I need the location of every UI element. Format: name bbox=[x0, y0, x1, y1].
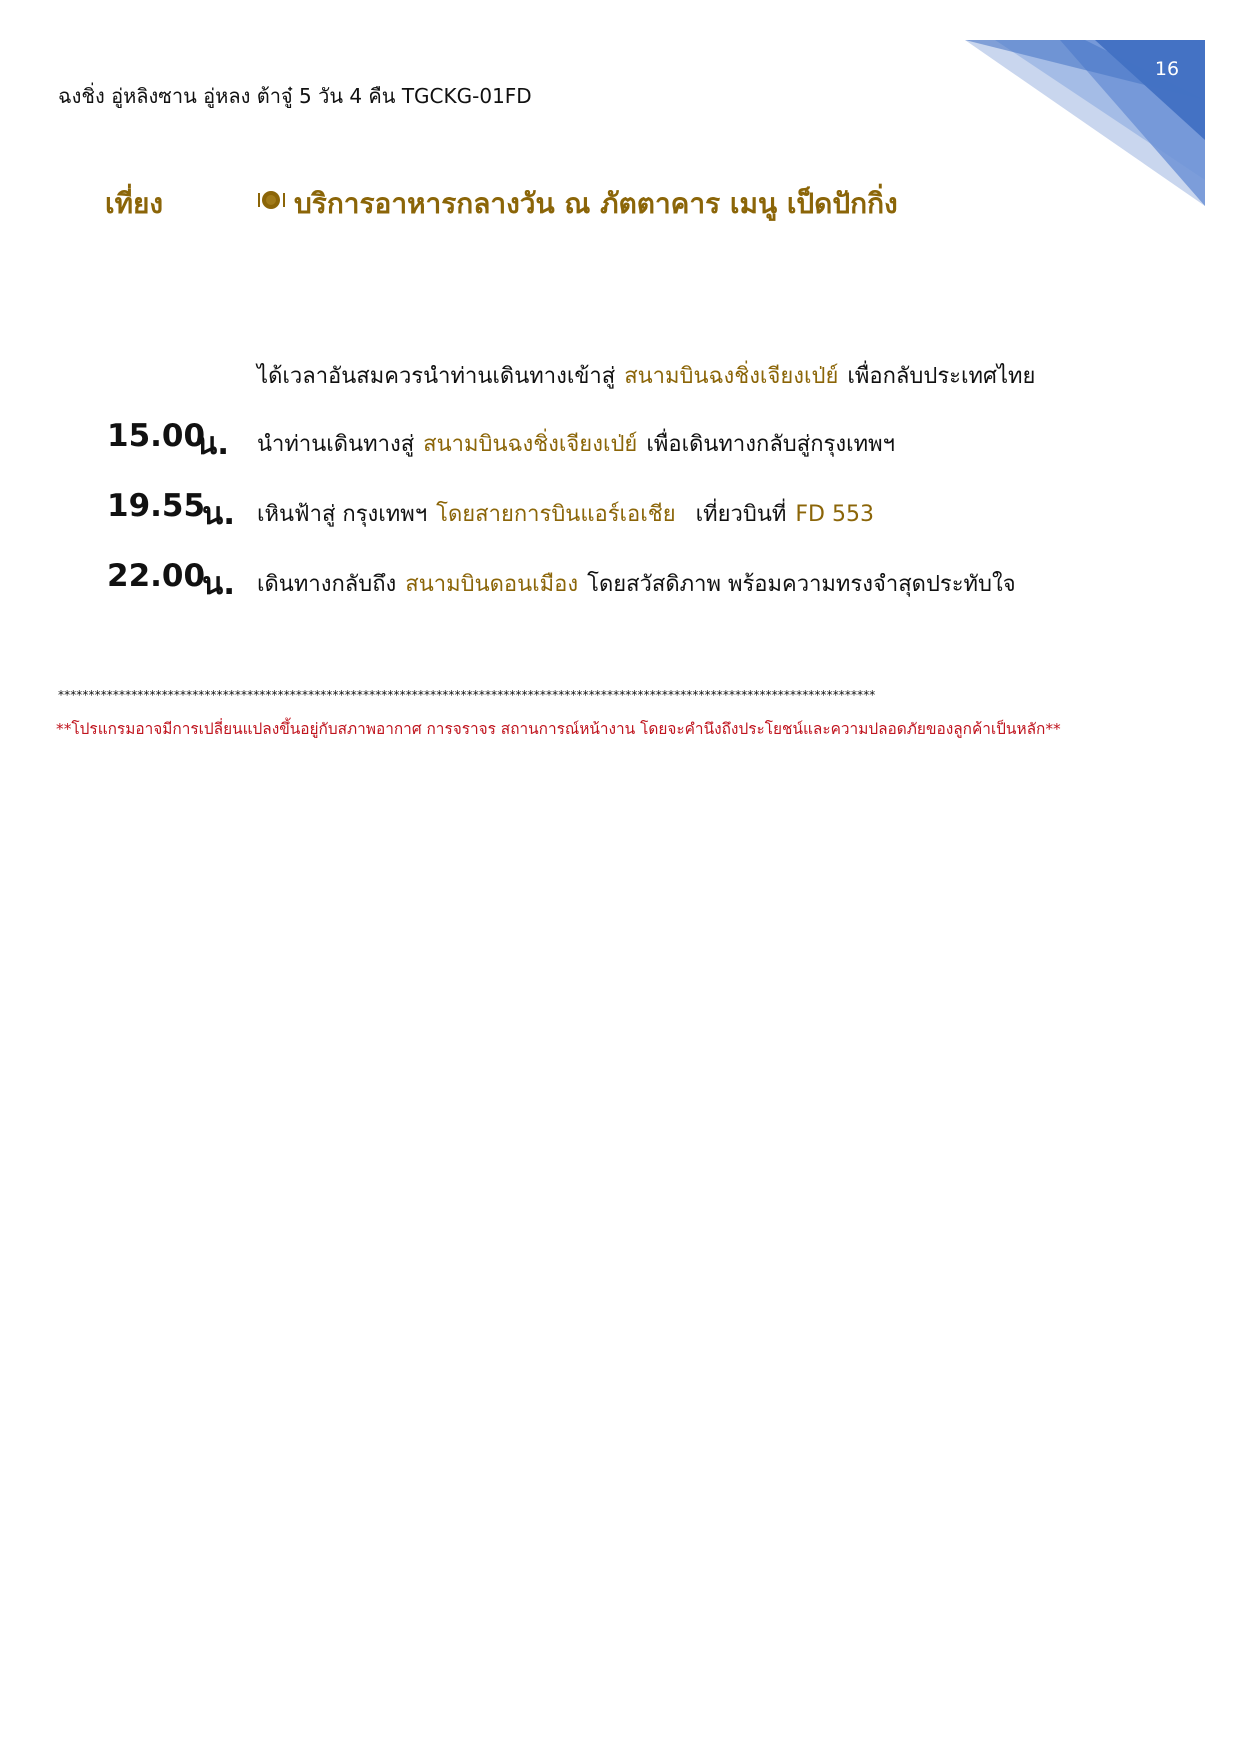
schedule-item-text: นำท่านเดินทางสู่ bbox=[257, 432, 415, 457]
schedule-item-tail: เที่ยวบินที่ bbox=[695, 502, 787, 527]
schedule-time: 22.00 bbox=[107, 558, 206, 594]
schedule-time: 15.00 bbox=[107, 418, 206, 454]
document-header: ฉงชิ่ง อู่หลิงซาน อู่หลง ต้าจู๋ 5 วัน 4 คืน TGCKG-01FD bbox=[58, 84, 532, 108]
departure-airport: สนามบินฉงชิ่งเจียงเป่ย์ bbox=[624, 364, 839, 389]
schedule-item-tail: โดยสวัสดิภาพ พร้อมความทรงจำสุดประทับใจ bbox=[587, 572, 1016, 597]
meal-label: เที่ยง bbox=[105, 187, 164, 220]
schedule-item-text: เหินฟ้าสู่ กรุงเทพฯ bbox=[257, 502, 428, 527]
schedule-item bbox=[257, 566, 1025, 601]
schedule-time-unit: น. bbox=[196, 426, 229, 462]
separator-line: ************************************************************************************************************************************** bbox=[58, 688, 876, 702]
schedule-time-unit: น. bbox=[202, 566, 235, 602]
schedule-item-highlight: สนามบินฉงชิ่งเจียงเป่ย์ bbox=[423, 432, 638, 457]
departure-note-text: ได้เวลาอันสมควรนำท่านเดินทางเข้าสู่ bbox=[257, 364, 616, 389]
schedule-item-highlight: สนามบินดอนเมือง bbox=[405, 572, 579, 597]
departure-note bbox=[257, 358, 1044, 393]
schedule-item-text: เดินทางกลับถึง bbox=[257, 572, 397, 597]
schedule-item-tail: เพื่อเดินทางกลับสู่กรุงเทพฯ bbox=[646, 432, 895, 457]
flight-number: FD 553 bbox=[795, 502, 874, 527]
schedule-item bbox=[257, 426, 904, 461]
departure-note-tail: เพื่อกลับประเทศไทย bbox=[847, 364, 1036, 389]
disclaimer-note: **โปรแกรมอาจมีการเปลี่ยนแปลงขึ้นอยู่กับสภาพอากาศ การจราจร สถานการณ์หน้างาน โดยจะคำนึงถึงประโยชน์และความปลอดภัยของลูกค้าเป็นหลัก** bbox=[56, 720, 1061, 738]
meal-description: บริการอาหารกลางวัน ณ ภัตตาคาร เมนู เป็ดปักกิ่ง bbox=[294, 187, 898, 220]
page-number: 16 bbox=[1154, 58, 1180, 80]
schedule-item-highlight: โดยสายการบินแอร์เอเชีย bbox=[436, 502, 676, 527]
plate-cutlery-icon bbox=[257, 190, 287, 210]
schedule-time: 19.55 bbox=[107, 488, 206, 524]
schedule-time-unit: น. bbox=[202, 496, 235, 532]
schedule-item bbox=[257, 496, 883, 531]
